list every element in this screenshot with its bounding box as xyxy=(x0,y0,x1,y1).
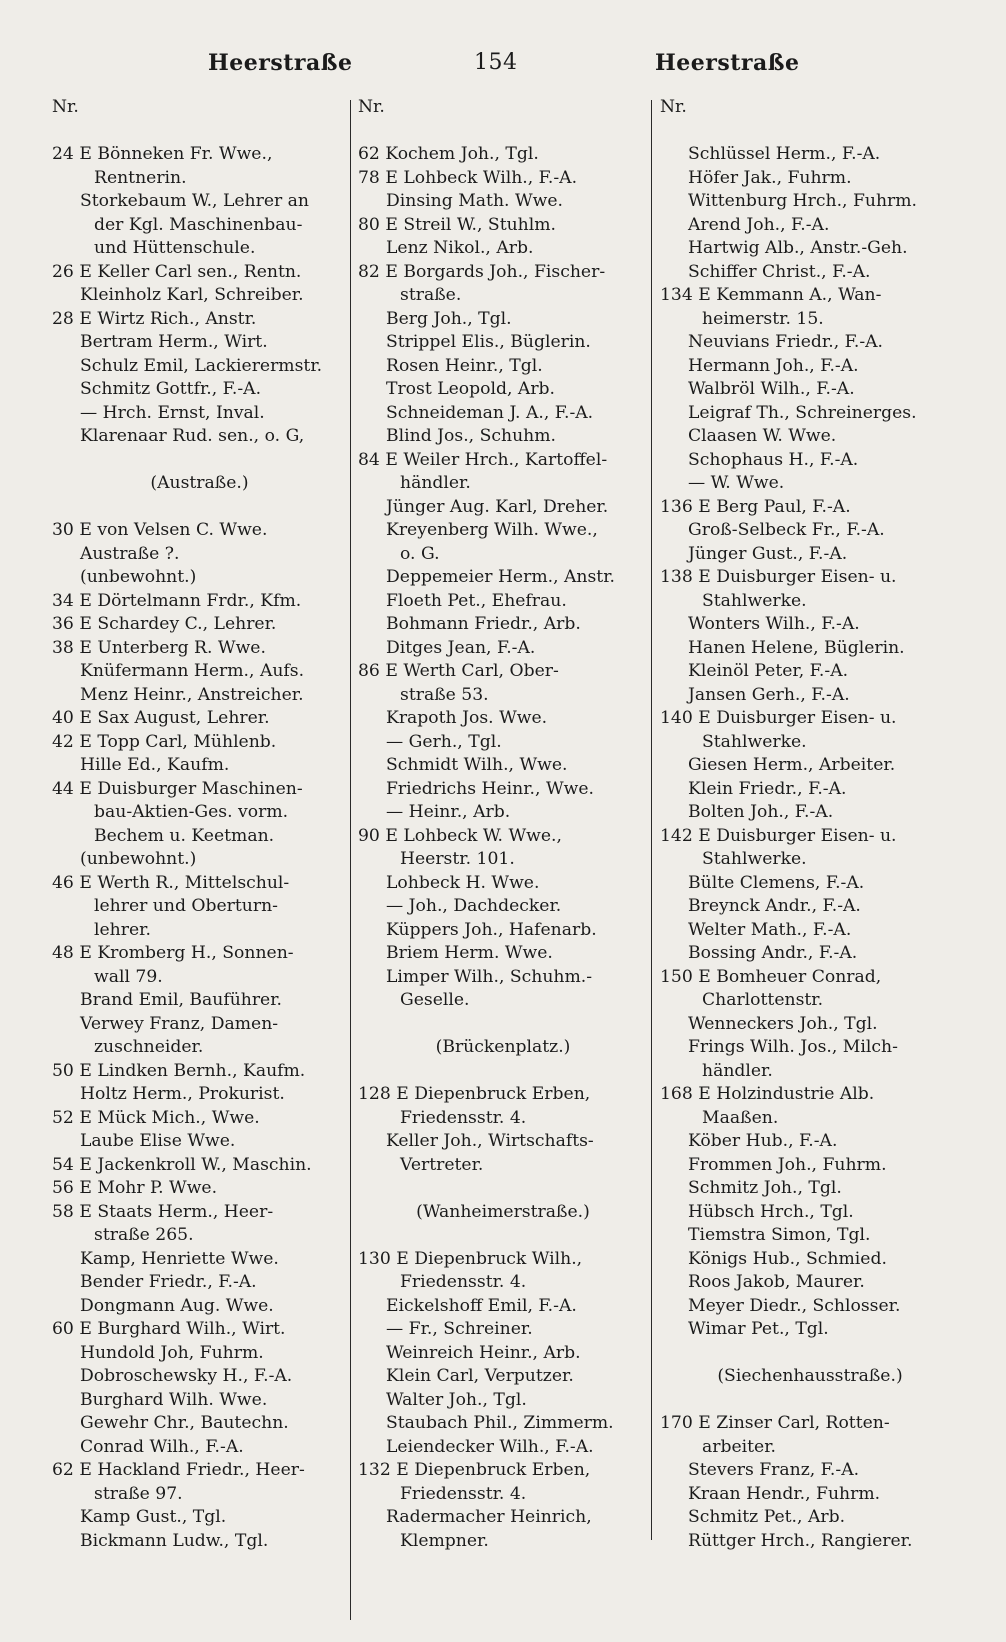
page-number: 154 xyxy=(474,50,518,75)
directory-line: Welter Math., F.-A. xyxy=(688,919,852,940)
directory-line: 134 E Kemmann A., Wan- xyxy=(660,285,882,305)
directory-line xyxy=(52,449,347,473)
directory-line: Klein Carl, Verputzer. xyxy=(386,1366,574,1386)
directory-line: händler. xyxy=(400,473,471,493)
directory-line: Neuvians Friedr., F.-A. xyxy=(688,332,884,352)
directory-line: Dongmann Aug. Wwe. xyxy=(80,1295,274,1316)
directory-line: Wittenburg Hrch., Fuhrm. xyxy=(688,191,918,211)
directory-line: Schneideman J. A., F.-A. xyxy=(386,402,594,423)
directory-line: 36 E Schardey C., Lehrer. xyxy=(52,614,277,634)
directory-line: Bossing Andr., F.-A. xyxy=(688,943,858,963)
section-heading: (Wanheimerstraße.) xyxy=(416,1201,590,1222)
directory-line: 170 E Zinser Carl, Rotten- xyxy=(660,1413,890,1433)
directory-line xyxy=(52,496,347,520)
directory-line: Stahlwerke. xyxy=(702,590,807,611)
directory-line: Rüttger Hrch., Rangierer. xyxy=(688,1530,913,1551)
directory-line: Blind Jos., Schuhm. xyxy=(386,426,556,446)
directory-line: Bohmann Friedr., Arb. xyxy=(386,614,581,634)
directory-line: 80 E Streil W., Stuhlm. xyxy=(358,214,556,235)
column-1 xyxy=(52,96,347,1553)
directory-line: 132 E Diepenbruck Erben, xyxy=(358,1460,591,1480)
directory-line: o. G. xyxy=(400,543,440,564)
directory-line: Hille Ed., Kaufm. xyxy=(80,755,230,775)
directory-line: lehrer. xyxy=(94,919,151,940)
directory-line: Walter Joh., Tgl. xyxy=(386,1389,527,1410)
directory-line: Bertram Herm., Wirt. xyxy=(80,332,268,352)
directory-line: zuschneider. xyxy=(94,1037,204,1057)
directory-line: 90 E Lohbeck W. Wwe., xyxy=(358,825,562,846)
directory-line: Briem Herm. Wwe. xyxy=(386,943,553,963)
section-heading: (Brückenplatz.) xyxy=(435,1037,571,1057)
directory-line xyxy=(660,120,960,144)
directory-line: (unbewohnt.) xyxy=(80,567,197,587)
directory-line: Hanen Helene, Büglerin. xyxy=(688,637,905,658)
directory-line: Hermann Joh., F.-A. xyxy=(688,355,859,376)
column-3 xyxy=(660,96,960,1553)
directory-line: Jünger Aug. Karl, Dreher. xyxy=(386,496,609,517)
directory-line: Kleinöl Peter, F.-A. xyxy=(688,661,849,681)
directory-line: Gewehr Chr., Bautechn. xyxy=(80,1413,289,1433)
directory-line: Verwey Franz, Damen- xyxy=(80,1013,279,1034)
directory-line: 52 E Mück Mich., Wwe. xyxy=(52,1107,260,1128)
directory-line: 140 E Duisburger Eisen- u. xyxy=(660,708,897,728)
directory-line: 30 E von Velsen C. Wwe. xyxy=(52,520,268,540)
directory-line: 62 E Hackland Friedr., Heer- xyxy=(52,1460,305,1480)
directory-line: Schmitz Pet., Arb. xyxy=(688,1507,846,1527)
directory-line: Friedrichs Heinr., Wwe. xyxy=(386,778,594,799)
directory-line: Charlottenstr. xyxy=(702,990,824,1010)
directory-line: Groß-Selbeck Fr., F.-A. xyxy=(688,520,885,540)
directory-line: straße 97. xyxy=(94,1483,183,1504)
directory-line: Hübsch Hrch., Tgl. xyxy=(688,1201,854,1222)
directory-line: Roos Jakob, Maurer. xyxy=(688,1272,865,1292)
directory-line: straße. xyxy=(400,285,462,305)
directory-line: 46 E Werth R., Mittelschul- xyxy=(52,872,290,893)
directory-line: Dinsing Math. Wwe. xyxy=(386,191,563,211)
directory-line: Krapoth Jos. Wwe. xyxy=(386,708,548,728)
directory-line: arbeiter. xyxy=(702,1436,777,1457)
directory-line: Limper Wilh., Schuhm.- xyxy=(386,966,593,987)
directory-line: 40 E Sax August, Lehrer. xyxy=(52,708,270,728)
directory-line: 84 E Weiler Hrch., Kartoffel- xyxy=(358,449,608,470)
directory-line: Friedensstr. 4. xyxy=(400,1272,527,1292)
directory-line: 26 E Keller Carl sen., Rentn. xyxy=(52,261,302,282)
directory-line: Laube Elise Wwe. xyxy=(80,1131,236,1151)
column-divider-left xyxy=(350,100,351,1620)
directory-line: Ditges Jean, F.-A. xyxy=(386,637,536,658)
directory-line: Schmitz Joh., Tgl. xyxy=(688,1178,842,1198)
section-heading: (Siechenhausstraße.) xyxy=(717,1366,903,1386)
directory-line: händler. xyxy=(702,1060,773,1081)
directory-line: Schmitz Gottfr., F.-A. xyxy=(80,379,262,399)
directory-line: Höfer Jak., Fuhrm. xyxy=(688,167,852,188)
directory-line: 38 E Unterberg R. Wwe. xyxy=(52,637,266,658)
directory-line: Schlüssel Herm., F.-A. xyxy=(688,144,881,164)
directory-line: 56 E Mohr P. Wwe. xyxy=(52,1178,218,1198)
directory-line: Bolten Joh., F.-A. xyxy=(688,802,834,822)
directory-line: — Gerh., Tgl. xyxy=(386,731,502,752)
directory-line xyxy=(358,1060,648,1084)
directory-line: — Hrch. Ernst, Inval. xyxy=(80,402,265,423)
directory-line: Claasen W. Wwe. xyxy=(688,426,837,446)
directory-line: Trost Leopold, Arb. xyxy=(386,379,556,399)
directory-line: 50 E Lindken Bernh., Kaufm. xyxy=(52,1060,306,1081)
directory-line: Holtz Herm., Prokurist. xyxy=(80,1084,285,1104)
directory-line: Köber Hub., F.-A. xyxy=(688,1131,838,1151)
directory-line: 48 E Kromberg H., Sonnen- xyxy=(52,943,294,963)
directory-line: Berg Joh., Tgl. xyxy=(386,308,512,329)
directory-line: Küppers Joh., Hafenarb. xyxy=(386,919,597,940)
directory-line: Eickelshoff Emil, F.-A. xyxy=(386,1295,577,1316)
directory-line: Klempner. xyxy=(400,1530,489,1551)
running-head-right: Heerstraße xyxy=(655,50,800,76)
directory-line: Floeth Pet., Ehefrau. xyxy=(386,590,567,611)
directory-line: Wonters Wilh., F.-A. xyxy=(688,614,860,634)
column-divider-right xyxy=(651,100,652,1540)
directory-line: straße 265. xyxy=(94,1225,194,1245)
directory-line: 62 Kochem Joh., Tgl. xyxy=(358,144,539,164)
directory-line: 138 E Duisburger Eisen- u. xyxy=(660,567,897,587)
directory-line: straße 53. xyxy=(400,684,489,705)
directory-line: Lohbeck H. Wwe. xyxy=(386,872,540,893)
directory-line: Friedensstr. 4. xyxy=(400,1483,527,1504)
directory-line: Breynck Andr., F.-A. xyxy=(688,896,861,916)
directory-line xyxy=(358,1224,648,1248)
running-head-left: Heerstraße xyxy=(208,50,353,76)
directory-line: Jünger Gust., F.-A. xyxy=(688,543,848,564)
directory-line: Nr. xyxy=(660,97,687,117)
directory-line: 142 E Duisburger Eisen- u. xyxy=(660,825,897,846)
directory-line xyxy=(52,120,347,144)
directory-line: 24 E Bönneken Fr. Wwe., xyxy=(52,144,273,164)
directory-line: Friedensstr. 4. xyxy=(400,1107,527,1128)
directory-line: Austraße ?. xyxy=(80,543,180,564)
directory-line: Radermacher Heinrich, xyxy=(386,1507,592,1527)
directory-line: Giesen Herm., Arbeiter. xyxy=(688,755,896,775)
directory-line: und Hüttenschule. xyxy=(94,238,256,258)
directory-line: Rentnerin. xyxy=(94,167,187,188)
directory-line: Stahlwerke. xyxy=(702,731,807,752)
directory-line: 168 E Holzindustrie Alb. xyxy=(660,1084,875,1104)
directory-line: Hartwig Alb., Anstr.-Geh. xyxy=(688,238,908,258)
directory-line: Brand Emil, Bauführer. xyxy=(80,990,283,1010)
directory-line: 34 E Dörtelmann Frdr., Kfm. xyxy=(52,590,302,611)
directory-line: Klein Friedr., F.-A. xyxy=(688,778,847,799)
directory-line: Keller Joh., Wirtschafts- xyxy=(386,1131,594,1151)
directory-line: Schophaus H., F.-A. xyxy=(688,449,859,470)
directory-line: Nr. xyxy=(52,97,79,117)
directory-line: Storkebaum W., Lehrer an xyxy=(80,191,309,211)
directory-line: Kraan Hendr., Fuhrm. xyxy=(688,1483,881,1504)
directory-line: Nr. xyxy=(358,97,385,117)
section-heading: (Austraße.) xyxy=(150,473,249,493)
directory-line: Stevers Franz, F.-A. xyxy=(688,1460,860,1480)
directory-line: Walbröl Wilh., F.-A. xyxy=(688,379,855,399)
directory-line: 58 E Staats Herm., Heer- xyxy=(52,1201,274,1222)
directory-line: 54 E Jackenkroll W., Maschin. xyxy=(52,1154,312,1175)
directory-line: Maaßen. xyxy=(702,1107,779,1128)
directory-line: Wenneckers Joh., Tgl. xyxy=(688,1013,878,1034)
directory-line: Kreyenberg Wilh. Wwe., xyxy=(386,520,598,540)
directory-line: 86 E Werth Carl, Ober- xyxy=(358,661,559,681)
directory-line: Leiendecker Wilh., F.-A. xyxy=(386,1436,594,1457)
directory-line: Knüfermann Herm., Aufs. xyxy=(80,661,305,681)
directory-line: 82 E Borgards Joh., Fischer- xyxy=(358,261,606,282)
directory-line: Meyer Diedr., Schlosser. xyxy=(688,1295,901,1316)
directory-line: Geselle. xyxy=(400,990,470,1010)
directory-line: Deppemeier Herm., Anstr. xyxy=(386,567,616,587)
directory-line: Jansen Gerh., F.-A. xyxy=(688,684,850,705)
directory-line: 42 E Topp Carl, Mühlenb. xyxy=(52,731,277,752)
directory-line: 136 E Berg Paul, F.-A. xyxy=(660,496,851,517)
directory-line: lehrer und Oberturn- xyxy=(94,896,278,916)
directory-line: Bülte Clemens, F.-A. xyxy=(688,872,865,893)
directory-line: der Kgl. Maschinenbau- xyxy=(94,214,303,235)
directory-line: Schulz Emil, Lackierermstr. xyxy=(80,355,323,376)
directory-line xyxy=(358,1177,648,1201)
directory-line: Heerstr. 101. xyxy=(400,849,515,869)
directory-line: Klarenaar Rud. sen., o. G, xyxy=(80,426,305,446)
directory-line: Leigraf Th., Schreinerges. xyxy=(688,402,917,423)
directory-line: Hundold Joh, Fuhrm. xyxy=(80,1342,264,1363)
directory-line: 130 E Diepenbruck Wilh., xyxy=(358,1248,583,1269)
directory-line: Rosen Heinr., Tgl. xyxy=(386,355,543,376)
directory-line: Bickmann Ludw., Tgl. xyxy=(80,1530,269,1551)
directory-line: Kleinholz Karl, Schreiber. xyxy=(80,285,304,305)
directory-line: Burghard Wilh. Wwe. xyxy=(80,1389,268,1410)
directory-line: Schiffer Christ., F.-A. xyxy=(688,261,871,282)
directory-line: — Fr., Schreiner. xyxy=(386,1319,533,1339)
directory-line: 150 E Bomheuer Conrad, xyxy=(660,966,882,987)
column-2 xyxy=(358,96,648,1553)
directory-line: bau-Aktien-Ges. vorm. xyxy=(94,802,289,822)
directory-line: Kamp Gust., Tgl. xyxy=(80,1507,227,1527)
directory-line xyxy=(660,1342,960,1366)
directory-line: 78 E Lohbeck Wilh., F.-A. xyxy=(358,167,578,188)
directory-line: Tiemstra Simon, Tgl. xyxy=(688,1225,871,1245)
directory-line: 128 E Diepenbruck Erben, xyxy=(358,1084,591,1104)
directory-line: Menz Heinr., Anstreicher. xyxy=(80,684,304,705)
directory-line: — Joh., Dachdecker. xyxy=(386,896,562,916)
directory-line: (unbewohnt.) xyxy=(80,849,197,869)
directory-line: wall 79. xyxy=(94,966,163,987)
directory-line: Bender Friedr., F.-A. xyxy=(80,1272,257,1292)
directory-line: Lenz Nikol., Arb. xyxy=(386,238,534,258)
directory-line: Stahlwerke. xyxy=(702,849,807,869)
directory-line: Frommen Joh., Fuhrm. xyxy=(688,1154,887,1175)
directory-line: Strippel Elis., Büglerin. xyxy=(386,332,591,352)
directory-line: Conrad Wilh., F.-A. xyxy=(80,1436,244,1457)
directory-line xyxy=(358,1013,648,1037)
directory-line: heimerstr. 15. xyxy=(702,308,824,329)
directory-line: Wimar Pet., Tgl. xyxy=(688,1319,829,1339)
directory-line: 60 E Burghard Wilh., Wirt. xyxy=(52,1319,286,1339)
directory-line: Staubach Phil., Zimmerm. xyxy=(386,1413,614,1433)
directory-line: Dobroschewsky H., F.-A. xyxy=(80,1366,293,1386)
directory-line: 44 E Duisburger Maschinen- xyxy=(52,778,303,799)
directory-line: Arend Joh., F.-A. xyxy=(688,214,830,235)
directory-line: Weinreich Heinr., Arb. xyxy=(386,1342,581,1363)
directory-line: Königs Hub., Schmied. xyxy=(688,1248,887,1269)
directory-line: Bechem u. Keetman. xyxy=(94,825,275,846)
directory-line: — W. Wwe. xyxy=(688,473,785,493)
directory-line xyxy=(358,120,648,144)
directory-line: — Heinr., Arb. xyxy=(386,802,511,822)
directory-line: Kamp, Henriette Wwe. xyxy=(80,1248,279,1269)
directory-line: Frings Wilh. Jos., Milch- xyxy=(688,1037,898,1057)
directory-line xyxy=(660,1389,960,1413)
directory-line: Vertreter. xyxy=(400,1154,484,1175)
directory-line: 28 E Wirtz Rich., Anstr. xyxy=(52,308,257,329)
directory-line: Schmidt Wilh., Wwe. xyxy=(386,755,568,775)
